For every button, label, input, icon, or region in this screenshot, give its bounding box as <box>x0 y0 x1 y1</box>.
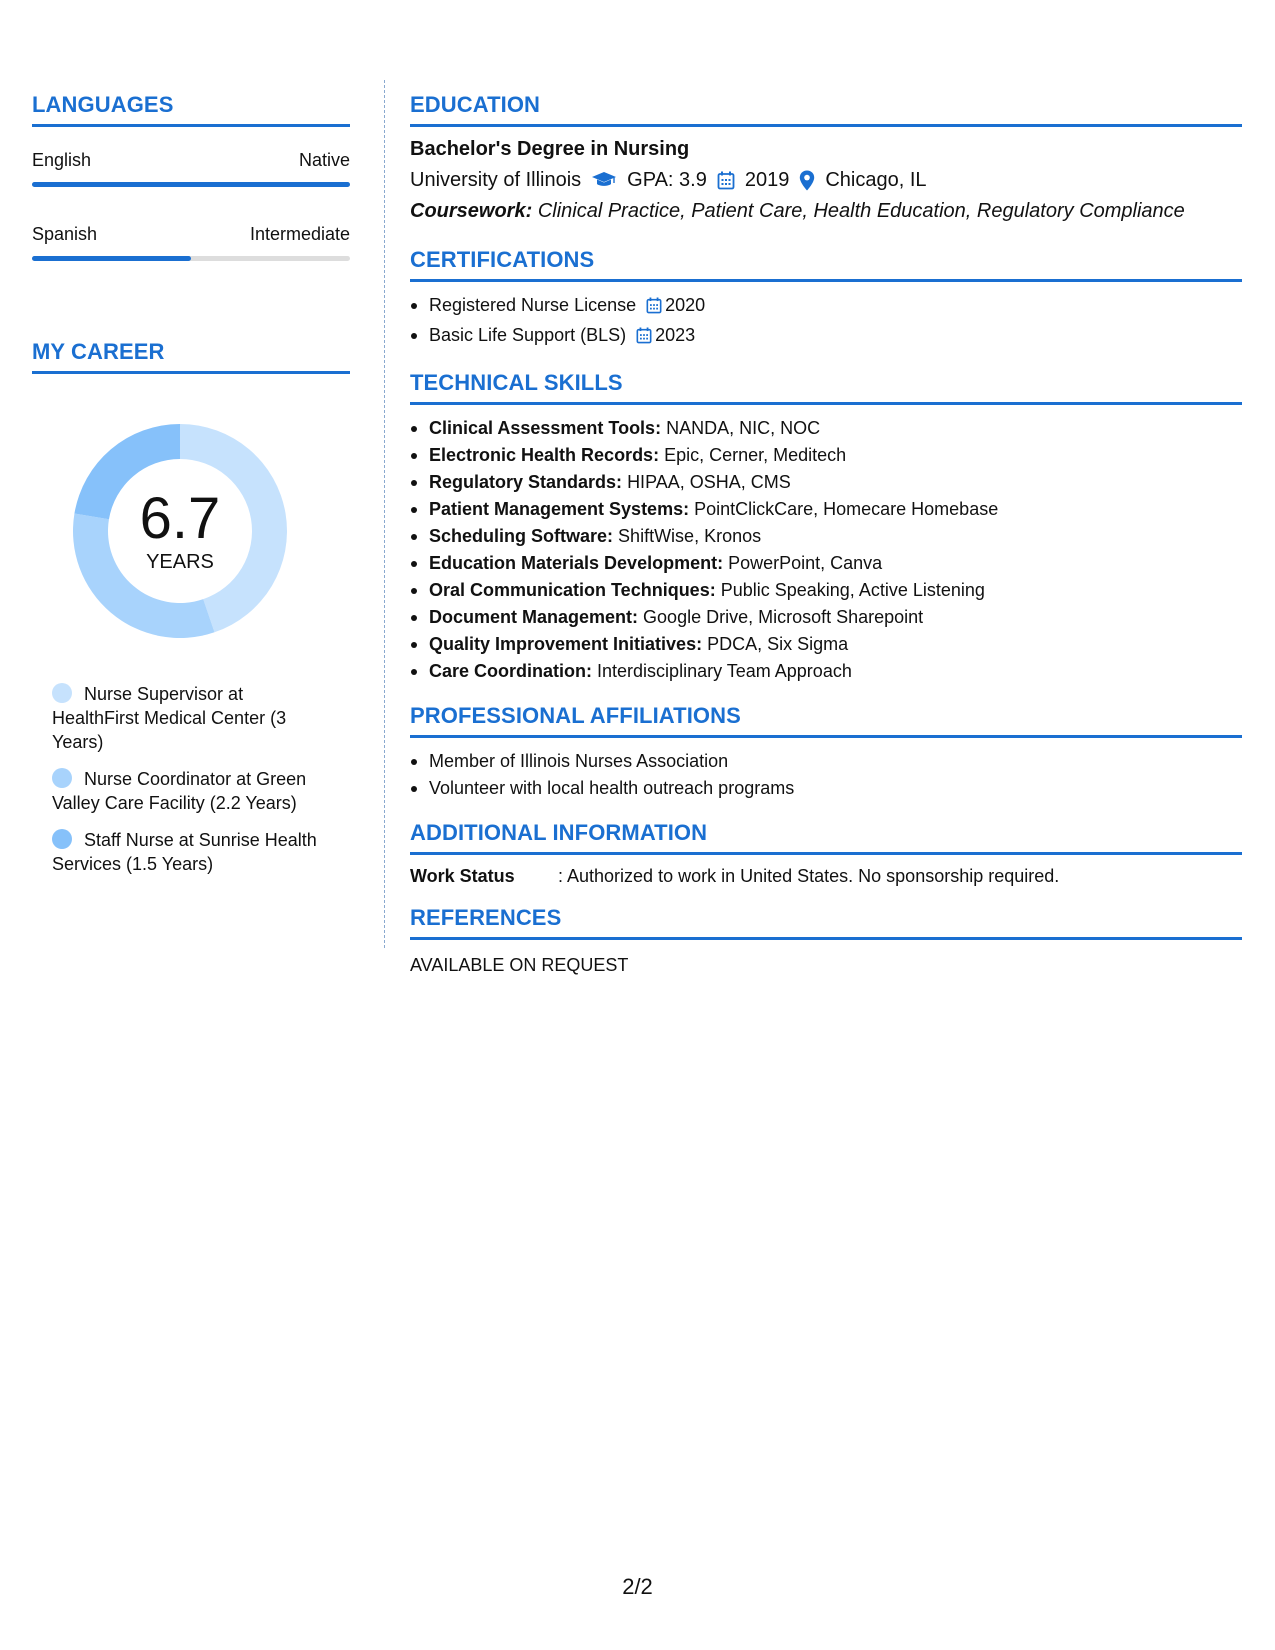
left-column <box>32 92 350 889</box>
skill-value: HIPAA, OSHA, CMS <box>627 472 791 492</box>
skill-label: Quality Improvement Initiatives: <box>429 634 703 654</box>
career-donut <box>67 418 293 644</box>
calendar-icon <box>717 171 735 190</box>
education-year: 2019 <box>744 169 790 191</box>
skill-label: Regulatory Standards: <box>429 472 623 492</box>
legend-dot <box>52 829 72 849</box>
career-rule <box>32 371 350 374</box>
references-heading: REFERENCES <box>410 905 562 930</box>
list-item <box>410 523 1242 550</box>
page-number: 2/2 <box>622 1574 653 1599</box>
list-item <box>410 469 1242 496</box>
certification-name: Registered Nurse License <box>429 295 637 315</box>
career-heading: MY CAREER <box>32 339 165 364</box>
career-legend <box>52 682 322 876</box>
additional-info-heading: ADDITIONAL INFORMATION <box>410 820 708 845</box>
affiliations-list <box>410 748 1242 802</box>
graduation-cap-icon <box>591 171 617 189</box>
references-rule <box>410 937 1242 940</box>
career-legend-item <box>52 682 322 754</box>
certification-year: 2020 <box>665 295 706 315</box>
education-school: University of Illinois <box>410 169 582 191</box>
skill-label: Document Management: <box>429 607 639 627</box>
affiliations-heading: PROFESSIONAL AFFILIATIONS <box>410 703 741 728</box>
education-coursework <box>410 199 1242 223</box>
affiliations-rule <box>410 735 1242 738</box>
technical-skills-list <box>410 415 1242 685</box>
language-bar-english <box>32 182 350 187</box>
list-item <box>410 496 1242 523</box>
column-divider <box>384 80 385 948</box>
language-bar-fill <box>32 256 191 261</box>
list-item <box>410 604 1242 631</box>
list-item <box>410 415 1242 442</box>
references-text: AVAILABLE ON REQUEST <box>410 955 629 975</box>
affiliations-section <box>410 703 1242 802</box>
legend-dot <box>52 768 72 788</box>
skill-label: Electronic Health Records: <box>429 445 660 465</box>
career-total-unit: YEARS <box>146 550 214 573</box>
technical-skills-section <box>410 370 1242 685</box>
calendar-icon <box>636 325 652 352</box>
education-heading: EDUCATION <box>410 92 541 117</box>
languages-section <box>32 92 350 261</box>
coursework-label: Coursework: <box>410 200 533 222</box>
work-status-label: Work Status <box>410 866 515 886</box>
additional-info-rule <box>410 852 1242 855</box>
certifications-rule <box>410 279 1242 282</box>
calendar-icon <box>646 295 662 322</box>
legend-label: Nurse Supervisor at HealthFirst Medical Center (3 Years) <box>52 684 287 752</box>
coursework-text: Clinical Practice, Patient Care, Health Education, Regulatory Compliance <box>537 200 1185 222</box>
education-gpa: GPA: 3.9 <box>627 169 707 191</box>
work-status-row <box>410 865 1242 887</box>
skill-label: Scheduling Software: <box>429 526 614 546</box>
work-status-value: : Authorized to work in United States. No sponsorship required. <box>558 866 1060 886</box>
certification-year: 2023 <box>655 325 696 345</box>
legend-label: Staff Nurse at Sunrise Health Services (1.5 Years) <box>52 830 317 874</box>
language-level: Intermediate <box>249 224 350 244</box>
certifications-section <box>410 247 1242 352</box>
certification-name: Basic Life Support (BLS) <box>429 325 627 345</box>
skill-value: Public Speaking, Active Listening <box>720 580 985 600</box>
location-pin-icon <box>799 170 815 191</box>
education-location: Chicago, IL <box>825 169 927 191</box>
career-total-years: 6.7 <box>139 485 221 551</box>
list-item <box>410 631 1242 658</box>
language-name: English <box>32 150 92 170</box>
languages-heading: LANGUAGES <box>32 92 174 117</box>
list-item: Member of Illinois Nurses Association <box>410 748 1242 775</box>
education-details <box>410 168 1242 192</box>
skill-label: Clinical Assessment Tools: <box>429 418 662 438</box>
skill-value: PointClickCare, Homecare Homebase <box>694 499 999 519</box>
education-section <box>410 92 1242 223</box>
language-bar-fill <box>32 182 350 187</box>
education-degree: Bachelor's Degree in Nursing <box>410 138 690 160</box>
language-name: Spanish <box>32 224 98 244</box>
technical-skills-rule <box>410 402 1242 405</box>
language-bar-spanish <box>32 256 350 261</box>
right-column <box>410 92 1242 976</box>
skill-label: Patient Management Systems: <box>429 499 690 519</box>
career-donut-center <box>67 418 293 644</box>
list-item: Volunteer with local health outreach programs <box>410 775 1242 802</box>
language-row-english <box>32 149 350 171</box>
list-item <box>410 577 1242 604</box>
list-item <box>410 322 1242 352</box>
career-legend-item <box>52 767 322 815</box>
skill-value: ShiftWise, Kronos <box>618 526 762 546</box>
skill-value: Google Drive, Microsoft Sharepoint <box>643 607 924 627</box>
skill-label: Education Materials Development: <box>429 553 724 573</box>
career-legend-item <box>52 828 322 876</box>
certifications-list <box>410 292 1242 352</box>
languages-rule <box>32 124 350 127</box>
legend-label: Nurse Coordinator at Green Valley Care Facility (2.2 Years) <box>52 769 307 813</box>
list-item <box>410 550 1242 577</box>
skill-value: Interdisciplinary Team Approach <box>597 661 852 681</box>
additional-info-section <box>410 820 1242 887</box>
skill-label: Oral Communication Techniques: <box>429 580 716 600</box>
language-level: Native <box>298 150 350 170</box>
certifications-heading: CERTIFICATIONS <box>410 247 595 272</box>
education-rule <box>410 124 1242 127</box>
legend-dot <box>52 683 72 703</box>
list-item <box>410 292 1242 322</box>
skill-value: NANDA, NIC, NOC <box>666 418 821 438</box>
references-section <box>410 905 1242 976</box>
list-item <box>410 442 1242 469</box>
career-section <box>32 339 350 876</box>
technical-skills-heading: TECHNICAL SKILLS <box>410 370 623 395</box>
skill-value: Epic, Cerner, Meditech <box>664 445 847 465</box>
skill-value: PowerPoint, Canva <box>728 553 883 573</box>
language-row-spanish <box>32 223 350 245</box>
list-item <box>410 658 1242 685</box>
skill-label: Care Coordination: <box>429 661 593 681</box>
skill-value: PDCA, Six Sigma <box>707 634 849 654</box>
